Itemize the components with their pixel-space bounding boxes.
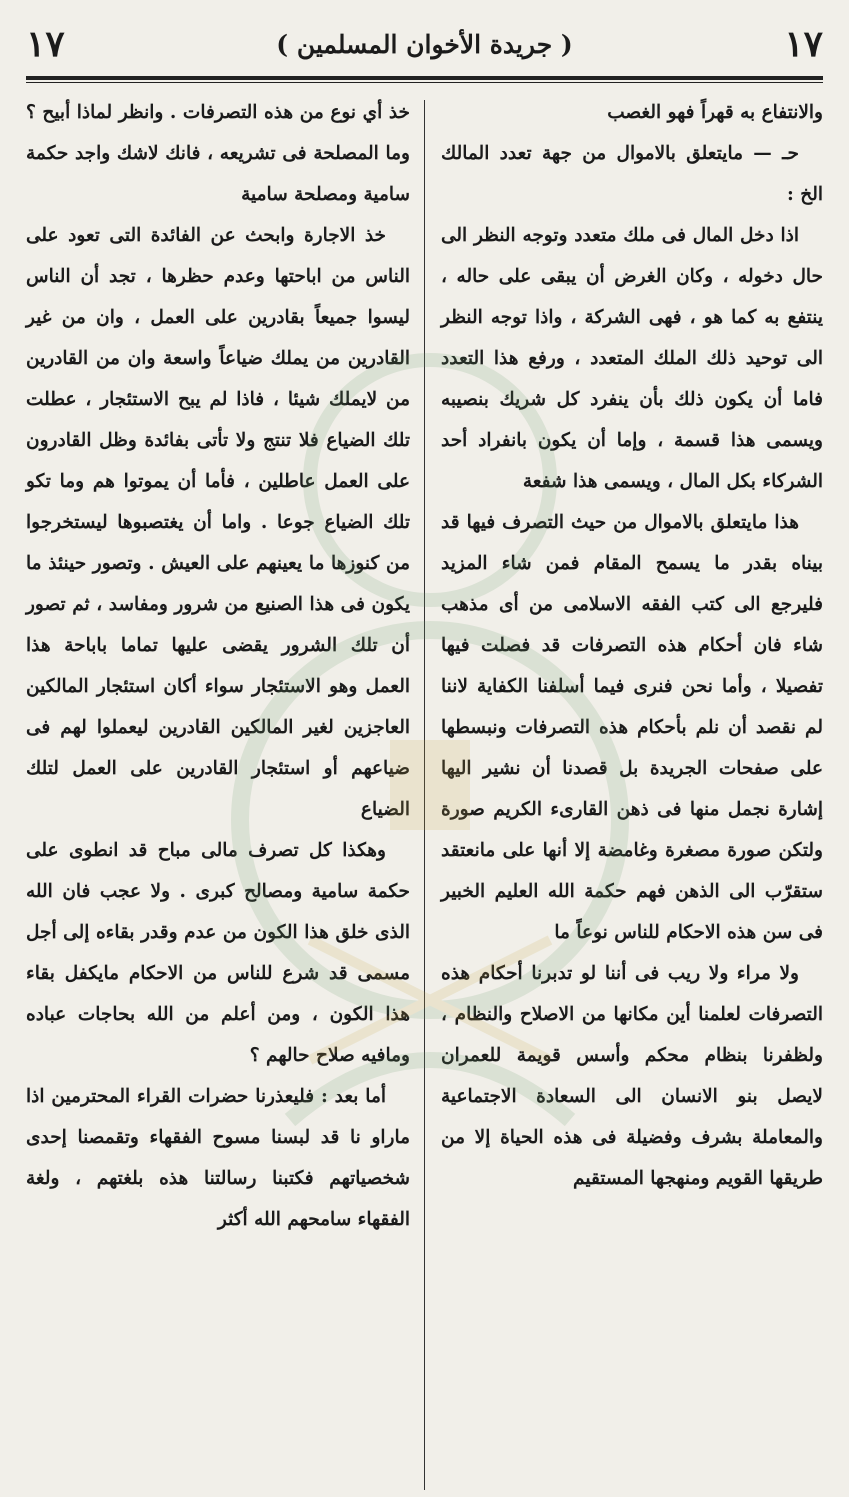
article-columns [26, 92, 823, 1497]
page-number-left: ١٧ [26, 23, 65, 65]
page-number-right: ١٧ [784, 23, 823, 65]
paragraph: والانتفاع به قهراً فهو الغصب [607, 102, 823, 123]
section-heading: حـ — مايتعلق بالاموال من جهة تعدد المالك الخ : [441, 143, 823, 205]
masthead-title: ( جريدة الأخوان المسلمين ) [276, 29, 573, 59]
paragraph: هذا مايتعلق بالاموال من حيث التصرف فيها قد بيناه بقدر ما يسمح المقام فمن شاء المزيد فليرجع الى كتب الفقه الاسلامى من أى مذهب شاء فان أحكام هذه التصرفات قد فصلت فيها تفصيلا ، وأما نحن فنرى فيما أسلفنا الكفاية لاننا لم نقصد أن نلم بأحكام هذه التصرفات ونبسطها على صفحات الجريدة بل قصدنا أن نشير اليها إشارة نجمل منها فى ذهن القارىء الكريم صورة ولتكن صورة مصغرة وغامضة إلا أنها على مانعتقد ستقرّب الى الذهن فهم حكمة الله العليم الخبير فى سن هذه الاحكام للناس نوعاً ما [441, 512, 823, 943]
paragraph: اذا دخل المال فى ملك متعدد وتوجه النظر الى حال دخوله ، وكان الغرض أن يبقى على حاله ، ينتفع به كما هو ، فهى الشركة ، واذا توجه النظر الى توحيد ذلك الملك المتعدد ، ورفع هذا التعدد فاما أن يكون ذلك بأن ينفرد كل شريك بنصيبه ويسمى هذا قسمة ، وإما أن يكون بانفراد أحد الشركاء بكل المال ، ويسمى هذا شفعة [441, 225, 823, 492]
header-rule-thin [26, 82, 823, 83]
paragraph: خذ أي نوع من هذه التصرفات . وانظر لماذا أبيح ؟ وما المصلحة فى تشريعه ، فانك لاشك واجد حكمة سامية ومصلحة سامية [26, 102, 410, 205]
column-divider [424, 100, 425, 1490]
paragraph: وهكذا كل تصرف مالى مباح قد انطوى على حكمة سامية ومصالح كبرى . ولا عجب فان الله الذى خلق هذا الكون من عدم وقدر بقاءه إلى أجل مسمى قد شرع للناس من الاحكام مايكفل بقاء هذا الكون ، ومن أعلم من الله بحاجات عباده ومافيه صلاح حالهم ؟ [26, 840, 410, 1066]
header-rule-thick [26, 76, 823, 80]
left-column [26, 92, 414, 1497]
paragraph: خذ الاجارة وابحث عن الفائدة التى تعود على الناس من اباحتها وعدم حظرها ، تجد أن الناس ليسوا جميعاً بقادرين على العمل ، وان من غير القادرين من يملك ضياعاً واسعة وان من القادرين من لايملك شيئا ، فاذا لم يبح الاستئجار ، عطلت تلك الضياع فلا تنتج ولا تأتى بفائدة وظل القادرون على العمل عاطلين ، فأما أن يموتوا هم وما تكو تلك الضياع جوعا . واما أن يغتصبوها ليستخرجوا من كنوزها ما يعينهم على العيش . وتصور حينئذ ما يكون فى هذا الصنيع من شرور ومفاسد ، ثم تصور أن تلك الشرور يقضى عليها تماما باباحة هذا العمل وهو الاستئجار سواء أكان استئجار المالكين العاجزين لغير المالكين القادرين ليعملوا لهم فى ضياعهم أو استئجار القادرين على العمل لتلك الضياع [26, 225, 410, 820]
right-column [435, 92, 823, 1497]
page-header [26, 18, 823, 70]
paragraph: أما بعد : فليعذرنا حضرات القراء المحترمين اذا ماراو نا قد لبسنا مسوح الفقهاء وتقمصنا إحدى شخصياتهم فكتبنا رسالتنا هذه بلغتهم ، ولغة الفقهاء سامحهم الله أكثر [26, 1086, 410, 1230]
paragraph: ولا مراء ولا ريب فى أننا لو تدبرنا أحكام هذه التصرفات لعلمنا أين مكانها من الاصلاح والنظام ، ولظفرنا بنظام محكم وأسس قويمة للعمران لايصل بنو الانسان الى السعادة الاجتماعية والمعاملة بشرف وفضيلة فى هذه الحياة إلا من طريقها القويم ومنهجها المستقيم [441, 963, 823, 1189]
